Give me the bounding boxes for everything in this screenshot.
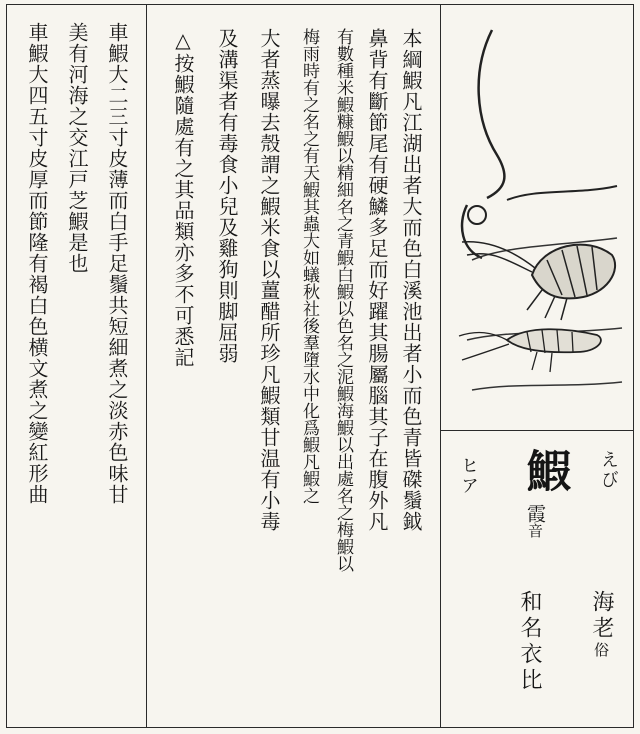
common-name-label: 俗	[592, 642, 610, 661]
text-column-2: 鼻背有斷節尾有硬鱗多足而好躍其腸屬腦其子在腹外凡	[365, 28, 389, 532]
common-name-text: 海老	[589, 590, 614, 642]
text-column-7: △按鰕隨處有之其品類亦多不可悉記	[171, 28, 195, 368]
reading-char: 霞	[524, 504, 546, 523]
entry-heading-kanji: 鰕	[519, 448, 570, 494]
small-shrimp-drawing	[459, 329, 601, 372]
text-column-1: 本綱鰕凡江湖出者大而色白溪池出者小而色青皆磔鬚鉞	[399, 28, 423, 532]
water-wave-line	[479, 30, 505, 198]
text-column-3: 有數種米鰕糠鰕以精細名之青鰕白鰕以色名之泥鰕海鰕以出處名之梅鰕以	[333, 28, 353, 572]
katakana-reading: ヒア	[458, 456, 479, 496]
large-shrimp-drawing	[462, 242, 615, 320]
text-column-4: 梅雨時有之名之有天鰕其蟲大如蟻秋社後羣墮水中化爲鰕凡鰕之	[299, 28, 319, 504]
bubble-mark	[468, 206, 486, 224]
hiragana-reading: えび	[598, 450, 619, 490]
water-wave-line	[462, 205, 482, 258]
text-column-5: 大者蒸曝去殼謂之鰕米食以薑醋所珍凡鰕類甘温有小毒	[257, 28, 281, 532]
heading-reading	[522, 504, 549, 538]
text-column-6: 及溝渠者有毒食小兒及雞狗則脚屈弱	[215, 28, 239, 364]
column-divider	[146, 4, 147, 728]
heading-divider	[440, 430, 634, 431]
common-name	[586, 590, 617, 661]
shrimp-illustration	[447, 10, 629, 428]
text-column-10: 車鰕大四五寸皮厚而節隆有褐白色横文煮之變紅形曲	[25, 22, 49, 505]
column-divider	[440, 4, 441, 728]
japanese-name: 和名衣比	[517, 590, 542, 694]
shore-line	[507, 186, 617, 200]
text-column-9: 美有河海之交江戸芝鰕是也	[65, 22, 89, 274]
reading-label: 音	[526, 523, 544, 538]
text-column-8: 車鰕大二三寸皮薄而白手足鬚共短細煮之淡赤色味甘	[105, 22, 129, 505]
